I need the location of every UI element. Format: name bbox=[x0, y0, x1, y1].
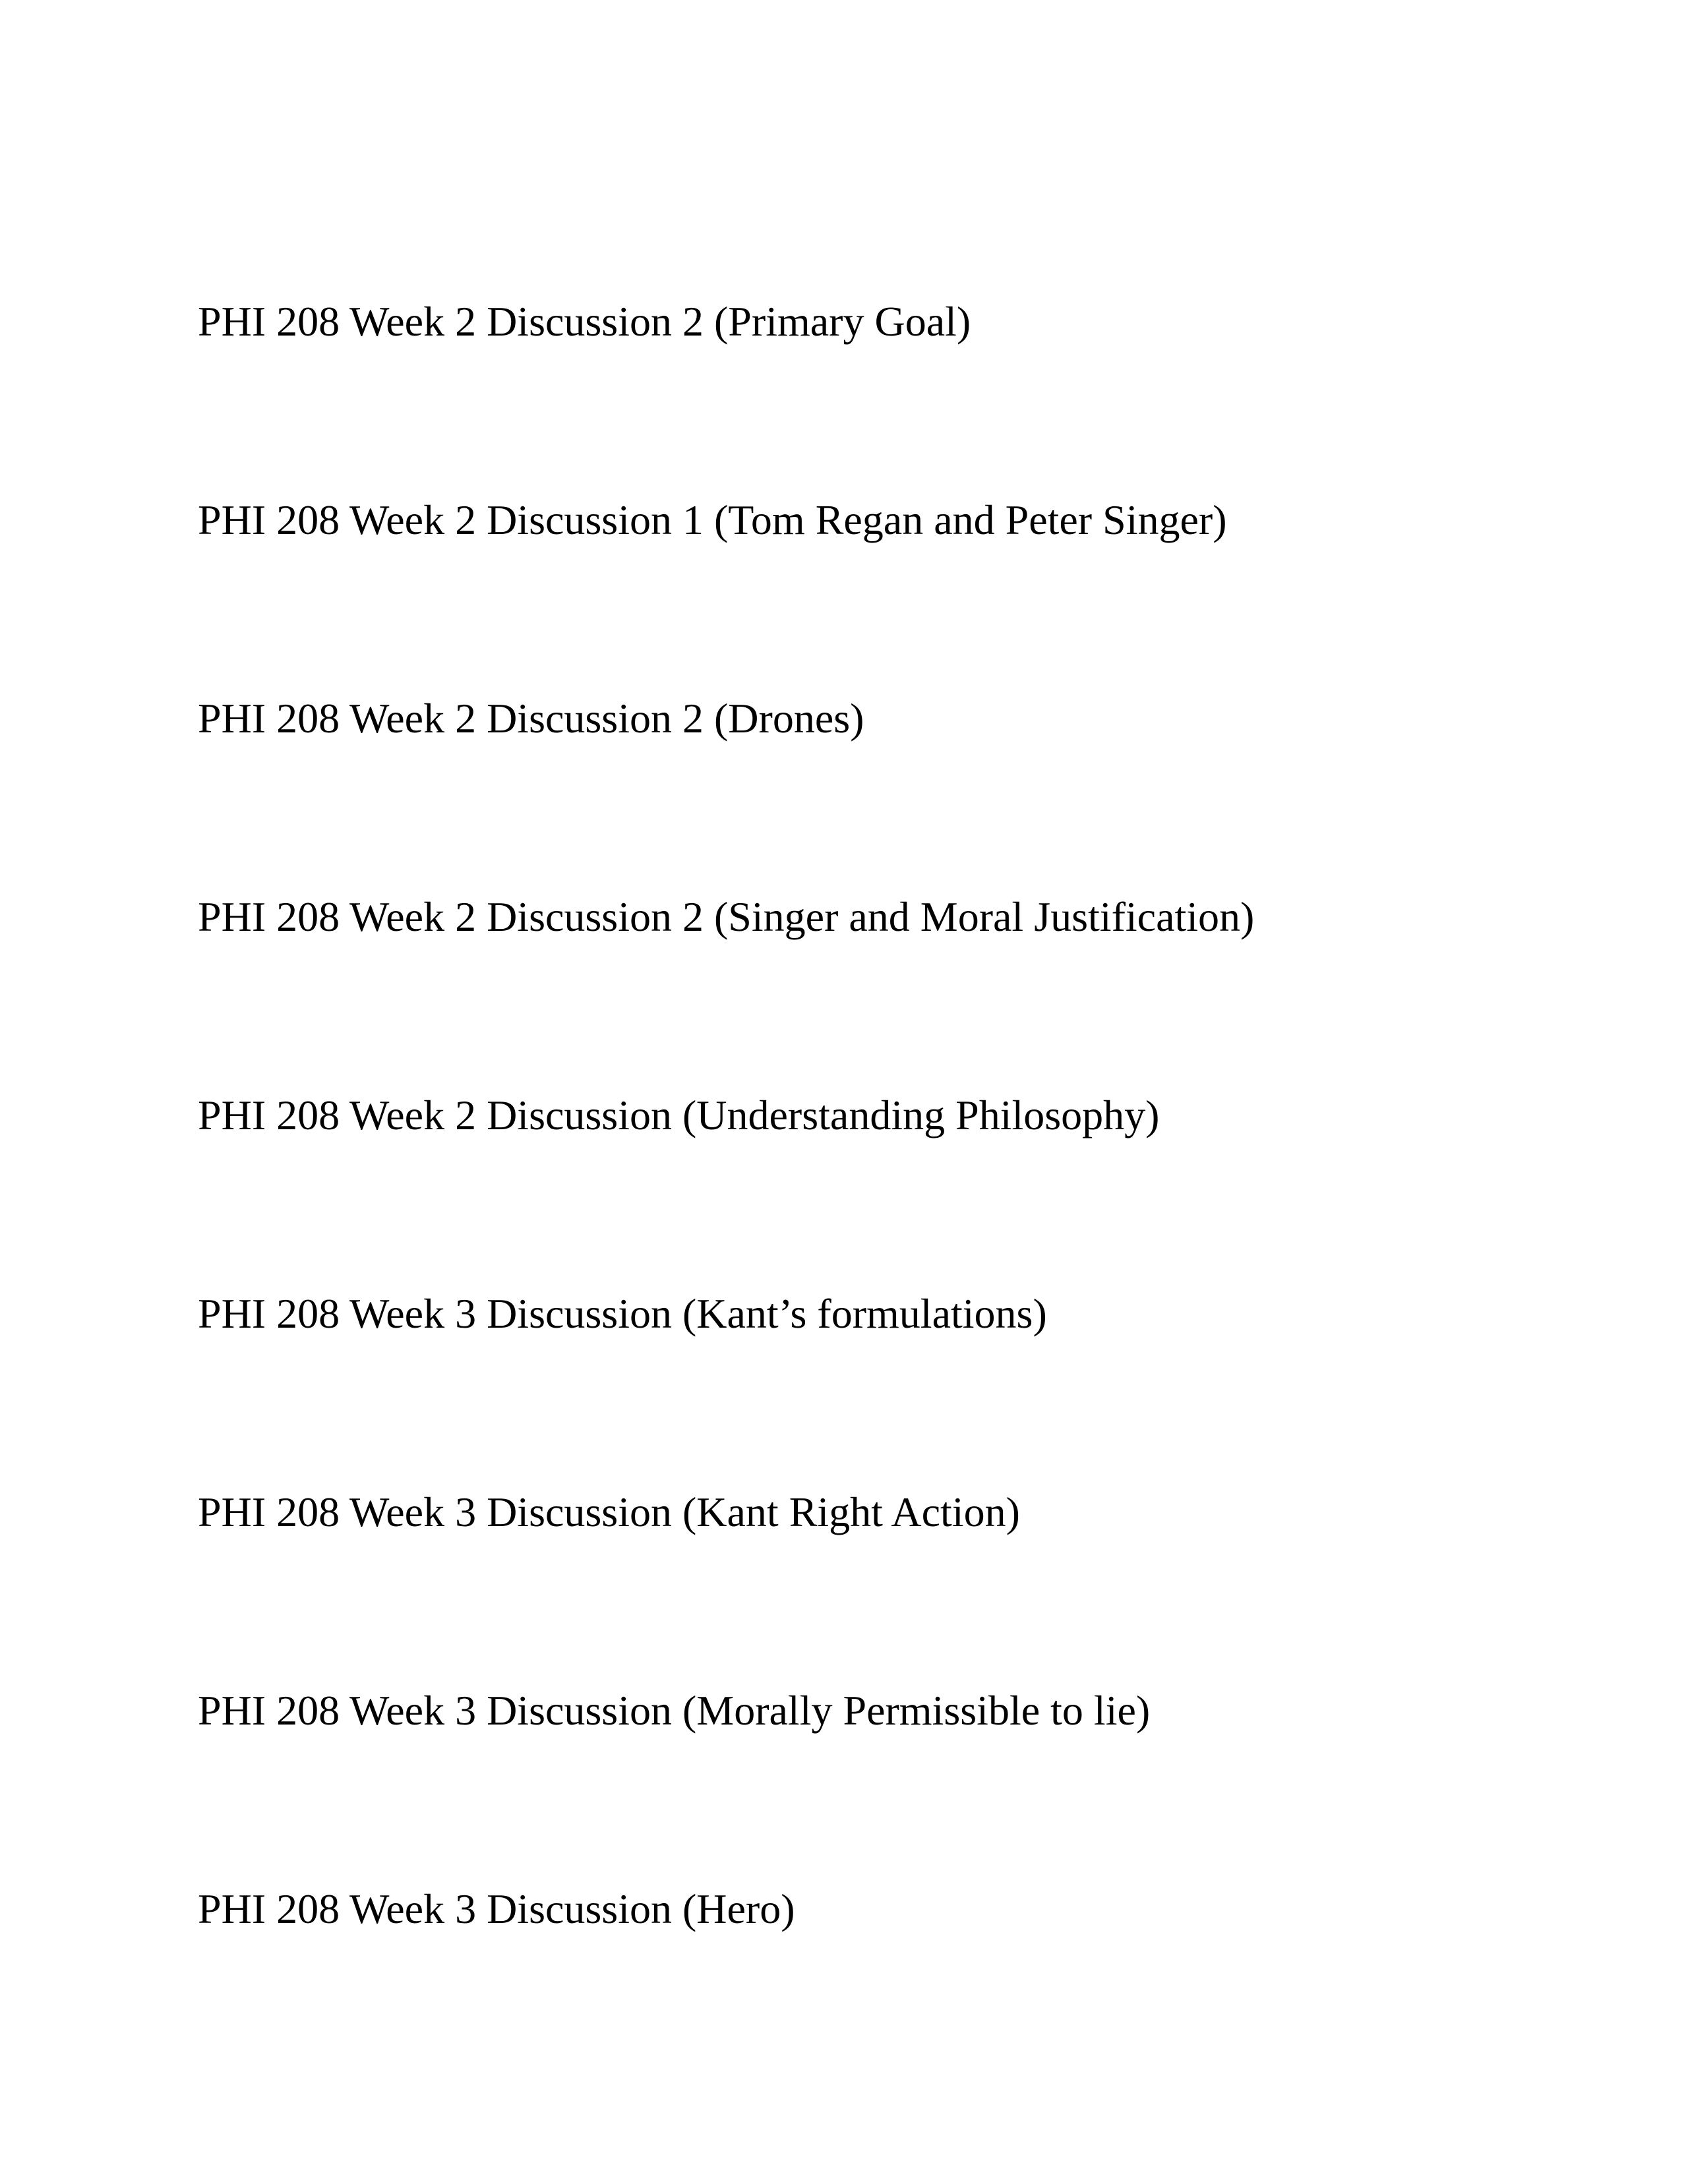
list-item: PHI 208 Week 3 Discussion (Kant Right Action) bbox=[198, 1489, 1020, 1535]
list-item: PHI 208 Week 2 Discussion 2 (Singer and Moral Justification) bbox=[198, 893, 1255, 940]
list-item: PHI 208 Week 3 Discussion (Hero) bbox=[198, 1885, 795, 1932]
list-item: PHI 208 Week 2 Discussion 2 (Drones) bbox=[198, 695, 864, 742]
list-item: PHI 208 Week 3 Discussion (Kant’s formulations) bbox=[198, 1290, 1047, 1337]
list-item: PHI 208 Week 2 Discussion (Understanding Philosophy) bbox=[198, 1092, 1160, 1138]
list-item: PHI 208 Week 3 Discussion (Morally Permissible to lie) bbox=[198, 1687, 1151, 1734]
list-item: PHI 208 Week 2 Discussion 2 (Primary Goal) bbox=[198, 298, 971, 345]
list-item: PHI 208 Week 2 Discussion 1 (Tom Regan and Peter Singer) bbox=[198, 496, 1227, 543]
